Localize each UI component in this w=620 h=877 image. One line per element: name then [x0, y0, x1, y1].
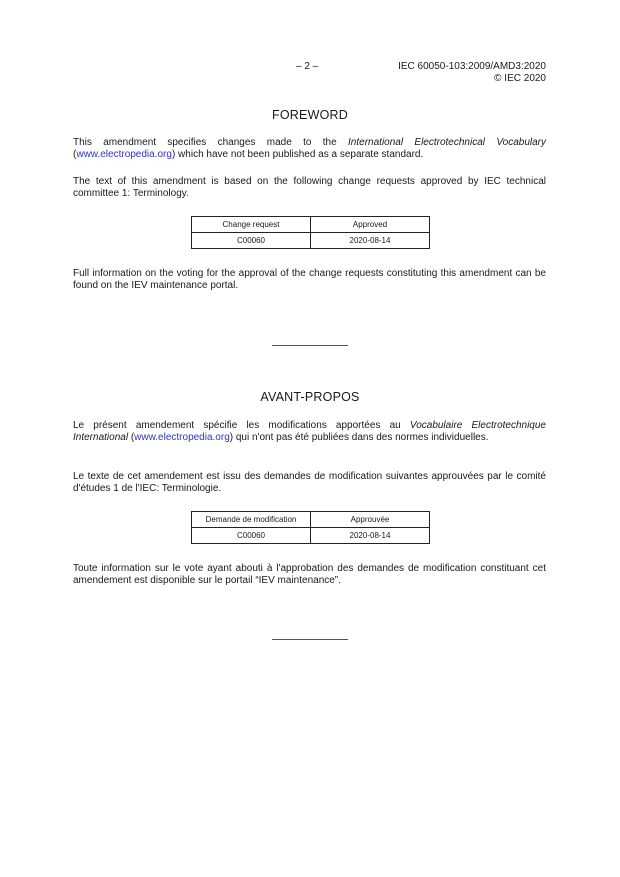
change-request-id: C00060	[192, 233, 311, 249]
page-number: – 2 –	[296, 61, 319, 72]
foreword-paragraph-1	[73, 137, 546, 161]
section-separator	[272, 345, 348, 346]
document-id: IEC 60050-103:2009/AMD3:2020	[398, 61, 546, 72]
table-row	[192, 528, 430, 544]
text: (	[73, 149, 77, 160]
avant-propos-paragraph-1	[73, 420, 546, 444]
table-header-row	[192, 512, 430, 528]
text: ) qui n'ont pas été publiées dans des normes individuelles.	[229, 432, 489, 443]
section-separator	[272, 639, 348, 640]
approved-date: 2020-08-14	[311, 233, 430, 249]
text: Le présent amendement spécifie les modifications apportées au	[73, 420, 410, 431]
avant-propos-paragraph-2: Le texte de cet amendement est issu des demandes de modification suivantes approuvées par le comité d'études 1 de l'IEC: Terminologie.	[73, 471, 546, 494]
vocabulary-title: International Electrotechnical Vocabulary	[348, 137, 546, 148]
copyright: © IEC 2020	[494, 73, 546, 84]
foreword-paragraph-3: Full information on the voting for the approval of the change requests constituting this amendment can be found on the IEV maintenance portal.	[73, 268, 546, 291]
demande-modification-table	[191, 511, 430, 544]
change-request-id: C00060	[192, 528, 311, 544]
column-header: Approved	[311, 217, 430, 233]
vocabulary-title: Vocabulaire Electrotechnique International	[73, 420, 546, 443]
text: (	[128, 432, 135, 443]
document-reference	[398, 61, 546, 85]
change-request-table	[191, 216, 430, 249]
text: This amendment specifies changes made to the	[73, 137, 349, 148]
foreword-title: FOREWORD	[272, 108, 348, 122]
electropedia-link[interactable]: www.electropedia.org	[76, 149, 172, 160]
approved-date: 2020-08-14	[311, 528, 430, 544]
avant-propos-title: AVANT-PROPOS	[260, 390, 360, 404]
foreword-paragraph-2: The text of this amendment is based on the following change requests approved by IEC technical committee 1: Terminology.	[73, 176, 546, 199]
text: ) which have not been published as a separate standard.	[171, 149, 424, 160]
column-header: Change request	[192, 217, 311, 233]
avant-propos-paragraph-3: Toute information sur le vote ayant abouti à l'approbation des demandes de modification constituant cet amendement est disponible sur le portail “IEV maintenance”.	[73, 563, 546, 586]
table-header-row	[192, 217, 430, 233]
column-header: Approuvée	[311, 512, 430, 528]
electropedia-link[interactable]: www.electropedia.org	[134, 432, 230, 443]
table-row	[192, 233, 430, 249]
column-header: Demande de modification	[192, 512, 311, 528]
